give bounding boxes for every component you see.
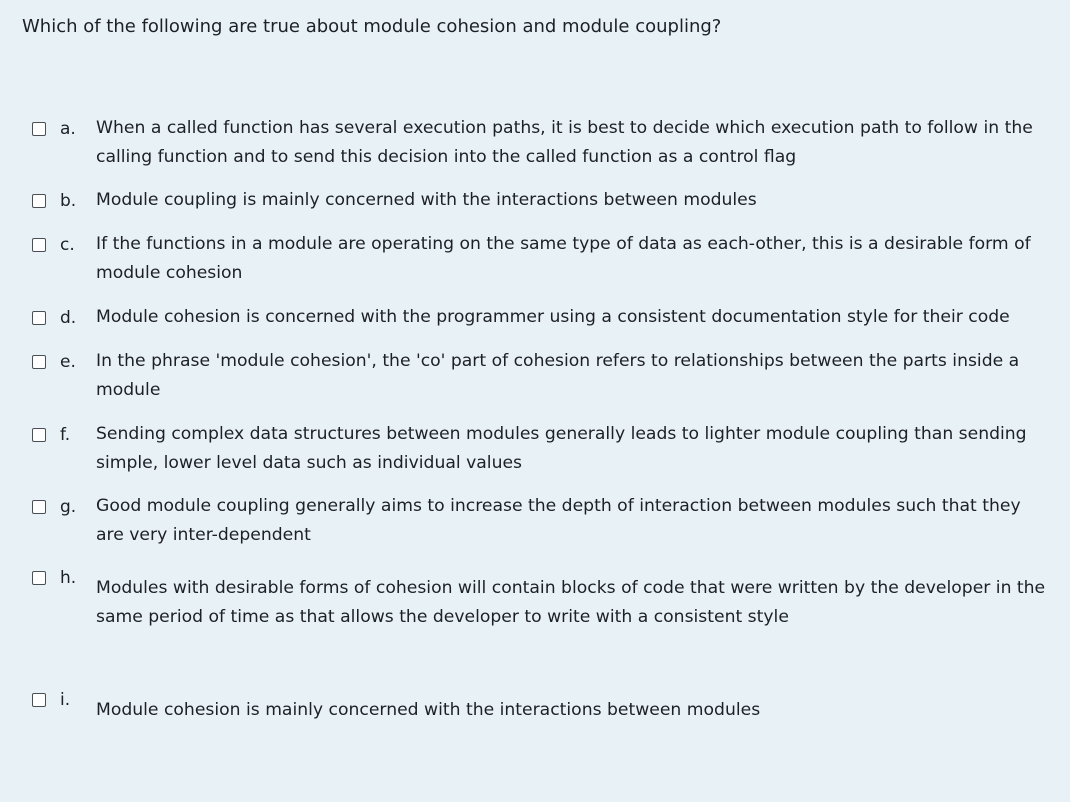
option-g-text: Good module coupling generally aims to increase the depth of interaction between modules such that they are very inter-dependent <box>96 496 1021 545</box>
option-e-letter: e. <box>60 352 76 372</box>
option-b-checkbox[interactable] <box>32 194 46 208</box>
option-a-checkbox[interactable] <box>32 122 46 136</box>
option-a-letter: a. <box>60 119 76 139</box>
option-g-letter: g. <box>60 497 77 517</box>
option-a-text: When a called function has several execution paths, it is best to decide which execution path to follow in the calling function and to send this decision into the called function as a control flag <box>96 118 1033 167</box>
option-h-letter: h. <box>60 568 77 588</box>
option-c-checkbox[interactable] <box>32 238 46 252</box>
option-f-checkbox[interactable] <box>32 428 46 442</box>
option-c-letter: c. <box>60 235 75 255</box>
option-c-text: If the functions in a module are operating on the same type of data as each-other, this is a desirable form of module cohesion <box>96 234 1031 283</box>
question-text: Which of the following are true about module cohesion and module coupling? <box>22 16 722 37</box>
option-f-letter: f. <box>60 425 71 445</box>
option-i-checkbox[interactable] <box>32 693 46 707</box>
option-b-letter: b. <box>60 191 77 211</box>
option-h-checkbox[interactable] <box>32 571 46 585</box>
option-h-text: Modules with desirable forms of cohesion will contain blocks of code that were written by the developer in the same period of time as that allows the developer to write with a consistent style <box>96 578 1046 627</box>
option-b-text: Module coupling is mainly concerned with the interactions between modules <box>96 190 757 210</box>
option-e-text: In the phrase 'module cohesion', the 'co' part of cohesion refers to relationships between the parts inside a module <box>96 351 1020 400</box>
option-g-checkbox[interactable] <box>32 500 46 514</box>
option-d-letter: d. <box>60 308 77 328</box>
option-d-text: Module cohesion is concerned with the programmer using a consistent documentation style for their code <box>96 307 1010 327</box>
option-e-checkbox[interactable] <box>32 355 46 369</box>
option-i-letter: i. <box>60 690 71 710</box>
option-f-text: Sending complex data structures between modules generally leads to lighter module coupling than sending simple, lower level data such as individual values <box>96 424 1027 473</box>
option-d-checkbox[interactable] <box>32 311 46 325</box>
option-i-text: Module cohesion is mainly concerned with the interactions between modules <box>96 700 761 720</box>
